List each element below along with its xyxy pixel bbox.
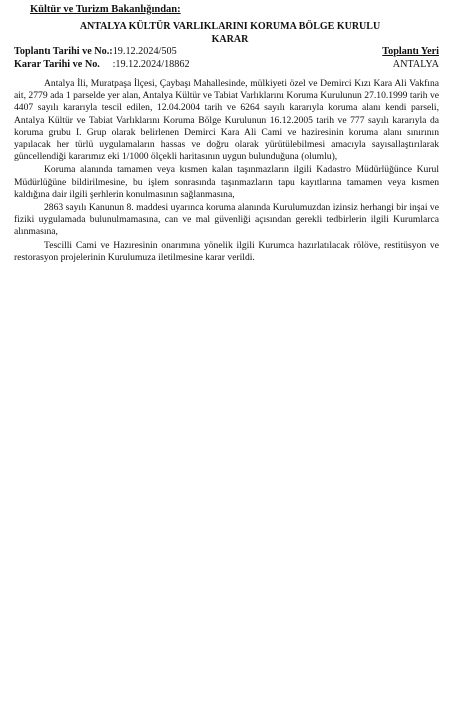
decision-value: :19.12.2024/18862 [112,59,190,70]
paragraph: Koruma alanında tamamen veya kısmen kalan taşınmazların ilgili Kadastro Müdürlüğünce Kurul Müdürlüğüne bildirilmesine, bu işlem sonrasında taşınmazların tapu kayıtlarına tamamen veya kısmen kaldığına dair ilgili şerhlerin konulmasının sağlanmasına, [14,164,439,200]
meeting-row [14,46,439,57]
decision-label: Karar Tarihi ve No. [14,59,100,70]
paragraph: 2863 sayılı Kanunun 8. maddesi uyarınca koruma alanında Kurulumuzdan izinsiz herhangi bir inşai ve fiziki uygulamada bulunulmamasına, can ve mal güvenliği açısından gerekli tedbirlerin ilgili Kurumlarca alınmasına, [14,202,439,238]
paragraph: Antalya İli, Muratpaşa İlçesi, Çaybaşı Mahallesinde, mülkiyeti özel ve Demirci Kızı Kara Ali Vakfına ait, 2779 ada 1 parselde yer alan, Antalya Kültür ve Tabiat Varlıklarını Koruma Kurulunun 27.10.1999 tarih ve 4407 sayılı kararıyla tescil edilen, 12.04.2004 tarih ve 6264 sayılı kararıyla koruma alanı kendi parseli, Antalya Kültür ve Tabiat Varlıklarını Koruma Bölge Kurulunun 16.12.2005 tarih ve 777 sayılı kararıyla da koruma grubu I. Grup olarak belirlenen Demirci Kara Ali Cami ve haziresinin koruma alanı sınırının yapılacak her türlü uygulamaların hassas ve doğru olarak yürütülebilmesi amacıyla sayısallaştırılarak güncellendiği kararımız eki 1/1000 ölçekli haritasının uygun bulunduğuna (olumlu), [14,78,439,163]
meeting-label: Toplantı Tarihi ve No.: [14,46,113,57]
ministry-heading: Kültür ve Turizm Bakanlığından: [30,4,181,15]
paragraph: Tescilli Cami ve Hazıresinin onarımına yönelik ilgili Kurumca hazırlatılacak rölöve, restitüsyon ve restorasyon projelerinin Kurulumuza iletilmesine karar verildi. [14,239,439,263]
place-value: ANTALYA [392,59,439,70]
decision-title: KARAR [211,34,249,45]
meeting-value: 19.12.2024/505 [112,46,177,57]
board-heading: ANTALYA KÜLTÜR VARLIKLARINI KORUMA BÖLGE KURULU [79,21,381,32]
decision-body [14,78,439,265]
decision-row [14,59,439,70]
place-label: Toplantı Yeri [382,46,439,57]
